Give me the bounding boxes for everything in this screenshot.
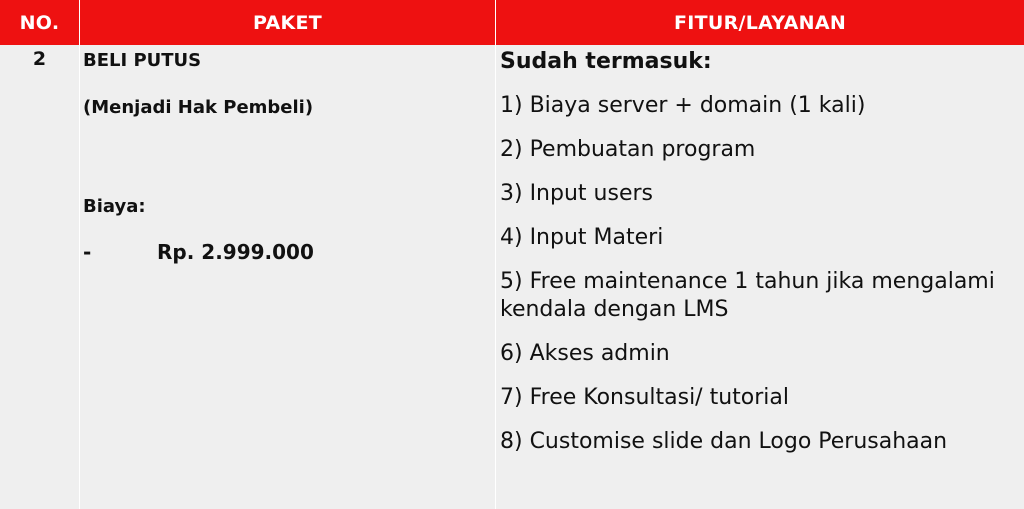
header-divider — [495, 0, 496, 45]
feature-item: 4) Input Materi — [500, 225, 664, 250]
header-divider — [79, 0, 80, 45]
feature-item: 6) Akses admin — [500, 341, 670, 366]
package-price: Rp. 2.999.000 — [157, 240, 314, 264]
feature-item: 5) Free maintenance 1 tahun jika mengalami kendala dengan LMS — [500, 269, 995, 322]
cost-label: Biaya: — [83, 196, 146, 217]
package-note: (Menjadi Hak Pembeli) — [83, 97, 314, 118]
features-list — [500, 48, 1015, 472]
price-bullet: - — [83, 240, 92, 264]
feature-item: 7) Free Konsultasi/ tutorial — [500, 385, 789, 410]
features-heading: Sudah termasuk: — [500, 49, 712, 74]
header-paket: PAKET — [252, 11, 323, 34]
feature-item: 3) Input users — [500, 181, 653, 206]
column-divider — [495, 45, 496, 509]
feature-item: 2) Pembuatan program — [500, 137, 756, 162]
feature-item: 8) Customise slide dan Logo Perusahaan — [500, 429, 948, 454]
column-divider — [79, 45, 80, 509]
package-name: BELI PUTUS — [83, 50, 202, 71]
feature-item: 1) Biaya server + domain (1 kali) — [500, 93, 866, 118]
row-number: 2 — [32, 48, 47, 70]
header-no: NO. — [19, 11, 60, 34]
header-fitur-layanan: FITUR/LAYANAN — [673, 11, 847, 34]
